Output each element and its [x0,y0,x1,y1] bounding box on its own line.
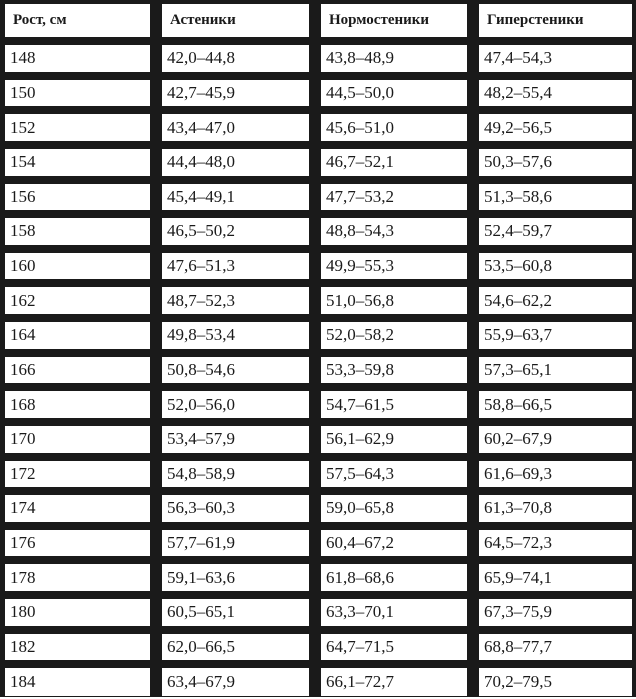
table-cell-value: 182 [4,633,151,662]
table-cell-value: 65,9–74,1 [478,563,633,592]
table-row-1-height-cell [0,41,154,76]
table-row-10-asthenic-cell [154,353,313,388]
table-row-6-hypersthenic-cell [471,214,636,249]
table-row-12-normosthenic-cell [313,422,471,457]
table-row-3-height-cell [0,110,154,145]
table-row-3-normosthenic-cell [313,110,471,145]
table-row-7-hypersthenic-cell [471,249,636,284]
table-cell-value: 62,0–66,5 [161,633,310,662]
table-cell-value: 55,9–63,7 [478,321,633,350]
table-row-2-height-cell [0,76,154,111]
table-cell-value: 176 [4,529,151,558]
table-row-5-normosthenic-cell [313,180,471,215]
table-row-17-height-cell [0,595,154,630]
table-row-14-asthenic-cell [154,491,313,526]
table-row-18-asthenic-cell [154,630,313,665]
table-row-1-hypersthenic-cell [471,41,636,76]
table-row-16-hypersthenic-cell [471,560,636,595]
table-cell-value: 52,4–59,7 [478,217,633,246]
table-row-8-normosthenic-cell [313,283,471,318]
table-cell-value: 42,7–45,9 [161,79,310,108]
table-cell-value: 164 [4,321,151,350]
table-cell-value: 184 [4,667,151,697]
table-cell-value: 152 [4,113,151,142]
table-cell-value: 43,8–48,9 [320,44,468,73]
table-cell-value: 64,7–71,5 [320,633,468,662]
table-cell-value: 54,6–62,2 [478,286,633,315]
table-cell-value: 158 [4,217,151,246]
table-cell-value: 61,8–68,6 [320,563,468,592]
table-row-16-normosthenic-cell [313,560,471,595]
header-cell-label: Нормостеники [320,3,468,38]
table-cell-value: 54,8–58,9 [161,460,310,489]
table-cell-value: 46,7–52,1 [320,148,468,177]
table-cell-value: 49,8–53,4 [161,321,310,350]
table-row-13-hypersthenic-cell [471,457,636,492]
table-cell-value: 47,6–51,3 [161,252,310,281]
table-row-16-asthenic-cell [154,560,313,595]
table-row-18-height-cell [0,630,154,665]
table-cell-value: 150 [4,79,151,108]
table-row-8-asthenic-cell [154,283,313,318]
table-cell-value: 170 [4,425,151,454]
header-cell-label: Рост, см [4,3,151,38]
table-row-19-asthenic-cell [154,664,313,699]
table-row-4-hypersthenic-cell [471,145,636,180]
table-cell-value: 162 [4,286,151,315]
table-row-19-normosthenic-cell [313,664,471,699]
table-cell-value: 52,0–56,0 [161,390,310,419]
table-cell-value: 60,5–65,1 [161,598,310,627]
table-cell-value: 53,5–60,8 [478,252,633,281]
table-row-6-asthenic-cell [154,214,313,249]
table-cell-value: 50,8–54,6 [161,356,310,385]
table-row-12-height-cell [0,422,154,457]
table-row-5-height-cell [0,180,154,215]
table-cell-value: 56,1–62,9 [320,425,468,454]
table-row-9-normosthenic-cell [313,318,471,353]
table-cell-value: 63,4–67,9 [161,667,310,697]
header-cell-label: Гиперстеники [478,3,633,38]
table-row-7-asthenic-cell [154,249,313,284]
table-cell-value: 59,0–65,8 [320,494,468,523]
table-row-8-hypersthenic-cell [471,283,636,318]
table-cell-value: 178 [4,563,151,592]
table-cell-value: 43,4–47,0 [161,113,310,142]
table-cell-value: 180 [4,598,151,627]
table-row-10-height-cell [0,353,154,388]
table-row-6-normosthenic-cell [313,214,471,249]
table-row-13-asthenic-cell [154,457,313,492]
table-cell-value: 48,7–52,3 [161,286,310,315]
table-row-18-normosthenic-cell [313,630,471,665]
table-row-16-height-cell [0,560,154,595]
table-row-17-normosthenic-cell [313,595,471,630]
table-cell-value: 59,1–63,6 [161,563,310,592]
table-cell-value: 67,3–75,9 [478,598,633,627]
table-row-3-hypersthenic-cell [471,110,636,145]
table-row-13-normosthenic-cell [313,457,471,492]
table-cell-value: 60,4–67,2 [320,529,468,558]
table-cell-value: 56,3–60,3 [161,494,310,523]
table-cell-value: 148 [4,44,151,73]
table-row-18-hypersthenic-cell [471,630,636,665]
table-row-11-height-cell [0,387,154,422]
table-cell-value: 68,8–77,7 [478,633,633,662]
table-cell-value: 57,5–64,3 [320,460,468,489]
table-row-5-asthenic-cell [154,180,313,215]
table-cell-value: 57,3–65,1 [478,356,633,385]
table-row-17-asthenic-cell [154,595,313,630]
table-cell-value: 61,3–70,8 [478,494,633,523]
table-cell-value: 160 [4,252,151,281]
table-cell-value: 47,7–53,2 [320,183,468,212]
table-row-10-normosthenic-cell [313,353,471,388]
table-row-17-hypersthenic-cell [471,595,636,630]
table-cell-value: 44,4–48,0 [161,148,310,177]
table-cell-value: 60,2–67,9 [478,425,633,454]
table-cell-value: 58,8–66,5 [478,390,633,419]
table-cell-value: 51,0–56,8 [320,286,468,315]
table-cell-value: 48,2–55,4 [478,79,633,108]
table-row-4-height-cell [0,145,154,180]
table-cell-value: 42,0–44,8 [161,44,310,73]
table-cell-value: 70,2–79,5 [478,667,633,697]
table-row-19-hypersthenic-cell [471,664,636,699]
table-cell-value: 48,8–54,3 [320,217,468,246]
table-row-8-height-cell [0,283,154,318]
header-normosthenic [313,0,471,41]
table-cell-value: 168 [4,390,151,419]
table-row-9-asthenic-cell [154,318,313,353]
table-row-19-height-cell [0,664,154,699]
table-row-1-asthenic-cell [154,41,313,76]
table-row-4-asthenic-cell [154,145,313,180]
table-cell-value: 52,0–58,2 [320,321,468,350]
table-row-11-normosthenic-cell [313,387,471,422]
table-cell-value: 47,4–54,3 [478,44,633,73]
table-row-12-asthenic-cell [154,422,313,457]
header-cell-label: Астеники [161,3,310,38]
table-cell-value: 49,2–56,5 [478,113,633,142]
table-cell-value: 66,1–72,7 [320,667,468,697]
table-row-14-hypersthenic-cell [471,491,636,526]
table-cell-value: 57,7–61,9 [161,529,310,558]
table-row-15-normosthenic-cell [313,526,471,561]
table-row-2-normosthenic-cell [313,76,471,111]
table-cell-value: 46,5–50,2 [161,217,310,246]
header-hypersthenic [471,0,636,41]
header-height [0,0,154,41]
table-cell-value: 53,3–59,8 [320,356,468,385]
table-row-14-normosthenic-cell [313,491,471,526]
table-cell-value: 172 [4,460,151,489]
table-row-11-hypersthenic-cell [471,387,636,422]
table-cell-value: 53,4–57,9 [161,425,310,454]
table-cell-value: 64,5–72,3 [478,529,633,558]
table-cell-value: 63,3–70,1 [320,598,468,627]
table-cell-value: 44,5–50,0 [320,79,468,108]
table-row-9-hypersthenic-cell [471,318,636,353]
table-cell-value: 166 [4,356,151,385]
table-row-4-normosthenic-cell [313,145,471,180]
table-row-13-height-cell [0,457,154,492]
table-row-15-hypersthenic-cell [471,526,636,561]
table-cell-value: 51,3–58,6 [478,183,633,212]
table-row-2-hypersthenic-cell [471,76,636,111]
table-cell-value: 154 [4,148,151,177]
table-row-5-hypersthenic-cell [471,180,636,215]
table-row-11-asthenic-cell [154,387,313,422]
table-row-3-asthenic-cell [154,110,313,145]
table-cell-value: 54,7–61,5 [320,390,468,419]
table-row-2-asthenic-cell [154,76,313,111]
table-cell-value: 50,3–57,6 [478,148,633,177]
table-cell-value: 49,9–55,3 [320,252,468,281]
table-row-10-hypersthenic-cell [471,353,636,388]
header-asthenic [154,0,313,41]
table-cell-value: 174 [4,494,151,523]
table-row-14-height-cell [0,491,154,526]
table-cell-value: 45,6–51,0 [320,113,468,142]
table-row-15-height-cell [0,526,154,561]
table-row-1-normosthenic-cell [313,41,471,76]
table-cell-value: 61,6–69,3 [478,460,633,489]
table-row-7-height-cell [0,249,154,284]
table-row-6-height-cell [0,214,154,249]
table-row-9-height-cell [0,318,154,353]
table-cell-value: 45,4–49,1 [161,183,310,212]
table-row-7-normosthenic-cell [313,249,471,284]
table-cell-value: 156 [4,183,151,212]
table-row-15-asthenic-cell [154,526,313,561]
table-row-12-hypersthenic-cell [471,422,636,457]
